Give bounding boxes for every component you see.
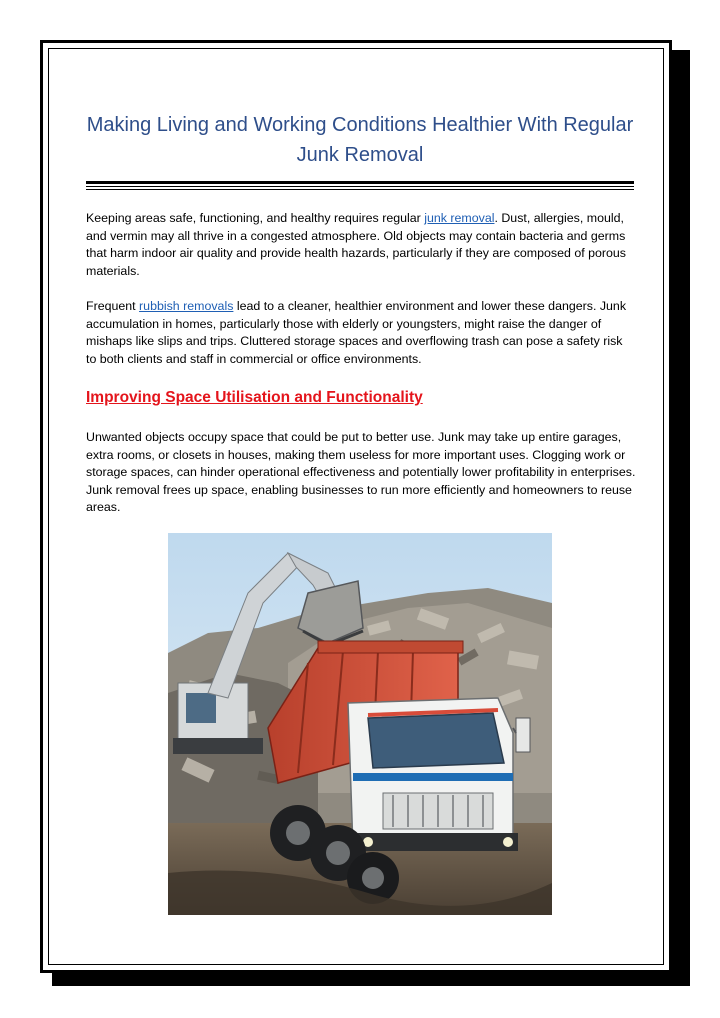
paragraph-rubbish-text-end: lead to a cleaner, healthier environment and lower these dangers. Junk accumulation in homes, particularly those with elderly or youngsters, might raise the danger of mishaps like slips and trips. Cluttered storage spaces and overflowing trash can pose a safety risk to both clients and staff in commercial or office environments. xyxy=(86,299,627,366)
paragraph-intro-text-end: . Dust, allergies, mould, and vermin may all thrive in a congested atmosphere. Old objects may contain bacteria and germs that harm indoor air quality and provide health hazards, particularly if they are composed of porous materials. xyxy=(86,211,626,278)
document-title: Making Living and Working Conditions Healthier With Regular Junk Removal xyxy=(86,114,634,166)
junk-removal-link[interactable]: junk removal xyxy=(424,211,495,225)
paragraph-rubbish-text-start: Frequent xyxy=(86,299,140,313)
paragraph-space: Unwanted objects occupy space that could be put to better use. Junk may take up entire garages, extra rooms, or closets in houses, making them useless for more important uses. Clogging work or storage spaces, can hinder operational effectiveness and potentially lower profitability in enterprises. Junk removal frees up space, enabling businesses to run more efficiently and homeowners to reuse areas. xyxy=(86,430,636,514)
paragraph-rubbish xyxy=(86,298,636,368)
rubbish-removals-link[interactable]: rubbish removals xyxy=(139,299,234,313)
paragraph-intro xyxy=(86,210,636,280)
title-divider xyxy=(86,181,634,190)
section-heading: Improving Space Utilisation and Functionality xyxy=(86,389,423,406)
dump-truck-photo xyxy=(168,533,552,915)
paragraph-intro-text-start: Keeping areas safe, functioning, and healthy requires regular xyxy=(86,211,425,225)
